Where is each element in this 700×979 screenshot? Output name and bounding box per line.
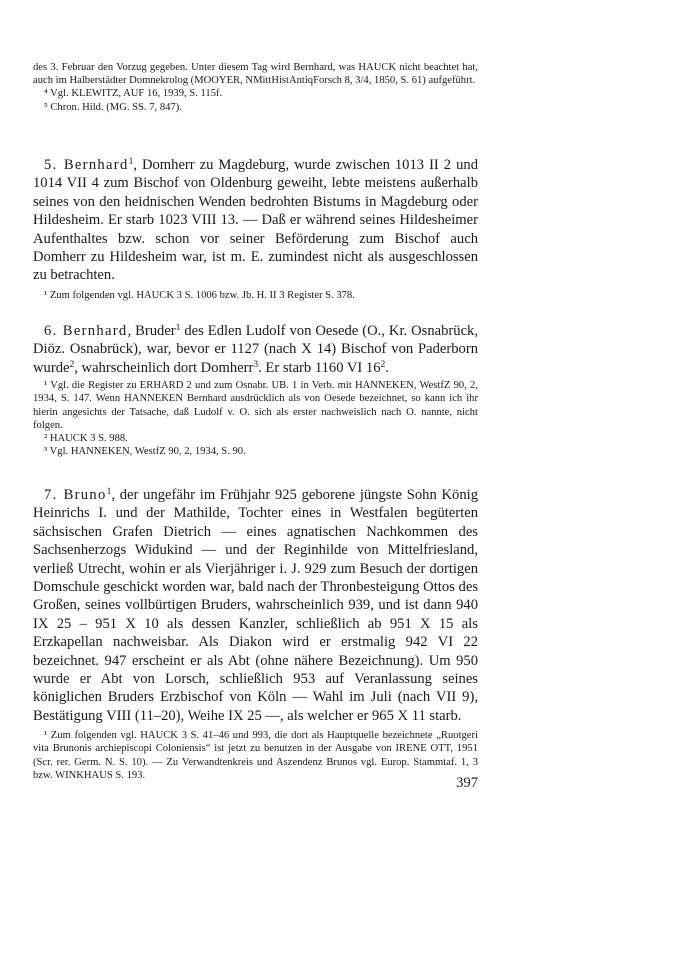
entry-6-footnote-3: ³ Vgl. HANNEKEN, WestfZ 90, 2, 1934, S. 90. — [44, 446, 246, 458]
entry-6-body-4: . Er starb 1160 VI 16 — [258, 359, 381, 376]
entry-6-footnote-2: ² HAUCK 3 S. 988. — [44, 433, 128, 445]
page-number: 397 — [456, 775, 478, 791]
entry-7-footnote-1: ¹ Zum folgenden vgl. HAUCK 3 S. 41–46 und 993, die dort als Hauptquelle bezeichnete „Ruotgeri vita Brunonis archiepiscopi Coloniensis“ ist jetzt zu benutzen in der Ausgabe von IRENE OTT, 1951 (Scr. rer. Germ. N. S. 10). — Zu Verwandtenkreis und Aszendenz Brunos vgl. Europ. Stammtaf. 1, 3 bzw. WINKHAUS S. 193. — [33, 730, 478, 781]
entry-6-body-3: , wahrscheinlich dort Domherr — [74, 359, 254, 376]
entry-6-footnotes — [33, 379, 478, 458]
entry-7 — [33, 486, 478, 782]
entry-6-lead: 6. Bernhard — [44, 323, 128, 339]
entry-6-body-5: . — [385, 359, 389, 376]
entry-5-body: , Domherr zu Magdeburg, wurde zwischen 1013 II 2 und 1014 VII 4 zum Bischof von Oldenburg geweiht, lebte meistens außerhalb seines von den heidnischen Wenden bedrohten Bistums in Magdeburg oder Hildesheim. Er starb 1023 VIII 13. — Daß er während seines Hildesheimer Aufenthaltes bzw. schon vor seiner Beförderung zum Bischof auch Domherr zu Hildesheim war, ist m. E. zumindest nicht als ausgeschlossen zu betrachten. — [33, 157, 478, 284]
entry-7-body: , der ungefähr im Frühjahr 925 geborene jüngste Sohn König Heinrichs I. und der Mathilde, Tochter eines in Westfalen begüterten sächsischen Grafen Dietrich — eines agnatischen Nachkommen des Sachsenherzogs Widukind — und der Reginhilde von Mittelfriesland, verließ Utrecht, wohin er als Vierjähriger i. J. 929 zum Besuch der dortigen Domschule geschickt worden war, bald nach der Thronbesteigung Ottos des Großen, seines vollbürtigen Bruders, wahrscheinlich 939, und ist dann 940 IX 25 – 951 X 10 als dessen Kanzler, schließlich ab 951 X 15 als Erzkapellan nachweisbar. Als Diakon wird er erstmalig 942 VI 22 bezeichnet. 947 erscheint er als Abt (ohne nähere Bezeichnung). Um 950 wurde er Abt von Lorsch, schließlich 953 auf Veranlassung seines königlichen Bruders Erzbischof von Köln — Wahl im Juli (nach VII 9), Bestätigung VIII (11–20), Weihe IX 25 —, als welcher er 965 X 11 starb. — [33, 487, 478, 724]
entry-5-text — [33, 156, 478, 285]
entry-6 — [33, 322, 478, 458]
entry-5-lead: 5. Bernhard — [44, 157, 129, 173]
entry-5-footnote-1: ¹ Zum folgenden vgl. HAUCK 3 S. 1006 bzw. Jb. H. II 3 Register S. 378. — [44, 289, 355, 301]
top-footnotes — [33, 61, 478, 114]
entry-6-body-1: , Bruder — [127, 323, 176, 339]
entry-5-footnote-ref: 1 — [128, 157, 134, 167]
entry-7-text — [33, 486, 478, 725]
entry-6-footnote-ref-1: 1 — [175, 323, 181, 333]
entry-6-footnote-1: ¹ Vgl. die Register zu ERHARD 2 und zum Osnabr. UB. 1 in Verb. mit HANNEKEN, WestfZ 90, 2, 1934, S. 147. Wenn HANNEKEN Bernhard ausdrücklich als von Oesede bezeichnet, so kann ich ihr hierin angesichts der Tatsache, daß Ludolf v. O. sich als erster nachweislich nach O. nannte, nicht folgen. — [33, 380, 478, 431]
footnote-5: ⁵ Chron. Hild. (MG. SS. 7, 847). — [44, 101, 182, 113]
footnote-continuation: des 3. Februar den Vorzug gegeben. Unter diesem Tag wird Bernhard, was HAUCK nicht beachtet hat, auch im Halberstädter Domnekrolog (MOOYER, NMittHistAntiqForsch 8, 3/4, 1850, S. 61) aufgeführt. — [33, 62, 478, 87]
entry-7-lead: 7. Bruno — [44, 487, 107, 503]
entry-5 — [33, 156, 478, 302]
footnote-4: ⁴ Vgl. KLEWITZ, AUF 16, 1939, S. 115f. — [44, 88, 223, 100]
entry-6-body-2: des Edlen Ludolf von Oesede (O., Kr. Osnabrück, Diöz. Osnabrück), war, bevor er 1127 (nach X 14) Bischof von Paderborn wurde — [33, 323, 478, 376]
entry-6-text — [33, 322, 478, 377]
entry-6-footnote-ref-2: 2 — [69, 359, 75, 370]
entry-6-footnote-ref-3: 3 — [253, 359, 259, 370]
entry-7-footnote-ref: 1 — [106, 487, 112, 497]
entry-6-footnote-ref-4: 2 — [380, 359, 386, 370]
